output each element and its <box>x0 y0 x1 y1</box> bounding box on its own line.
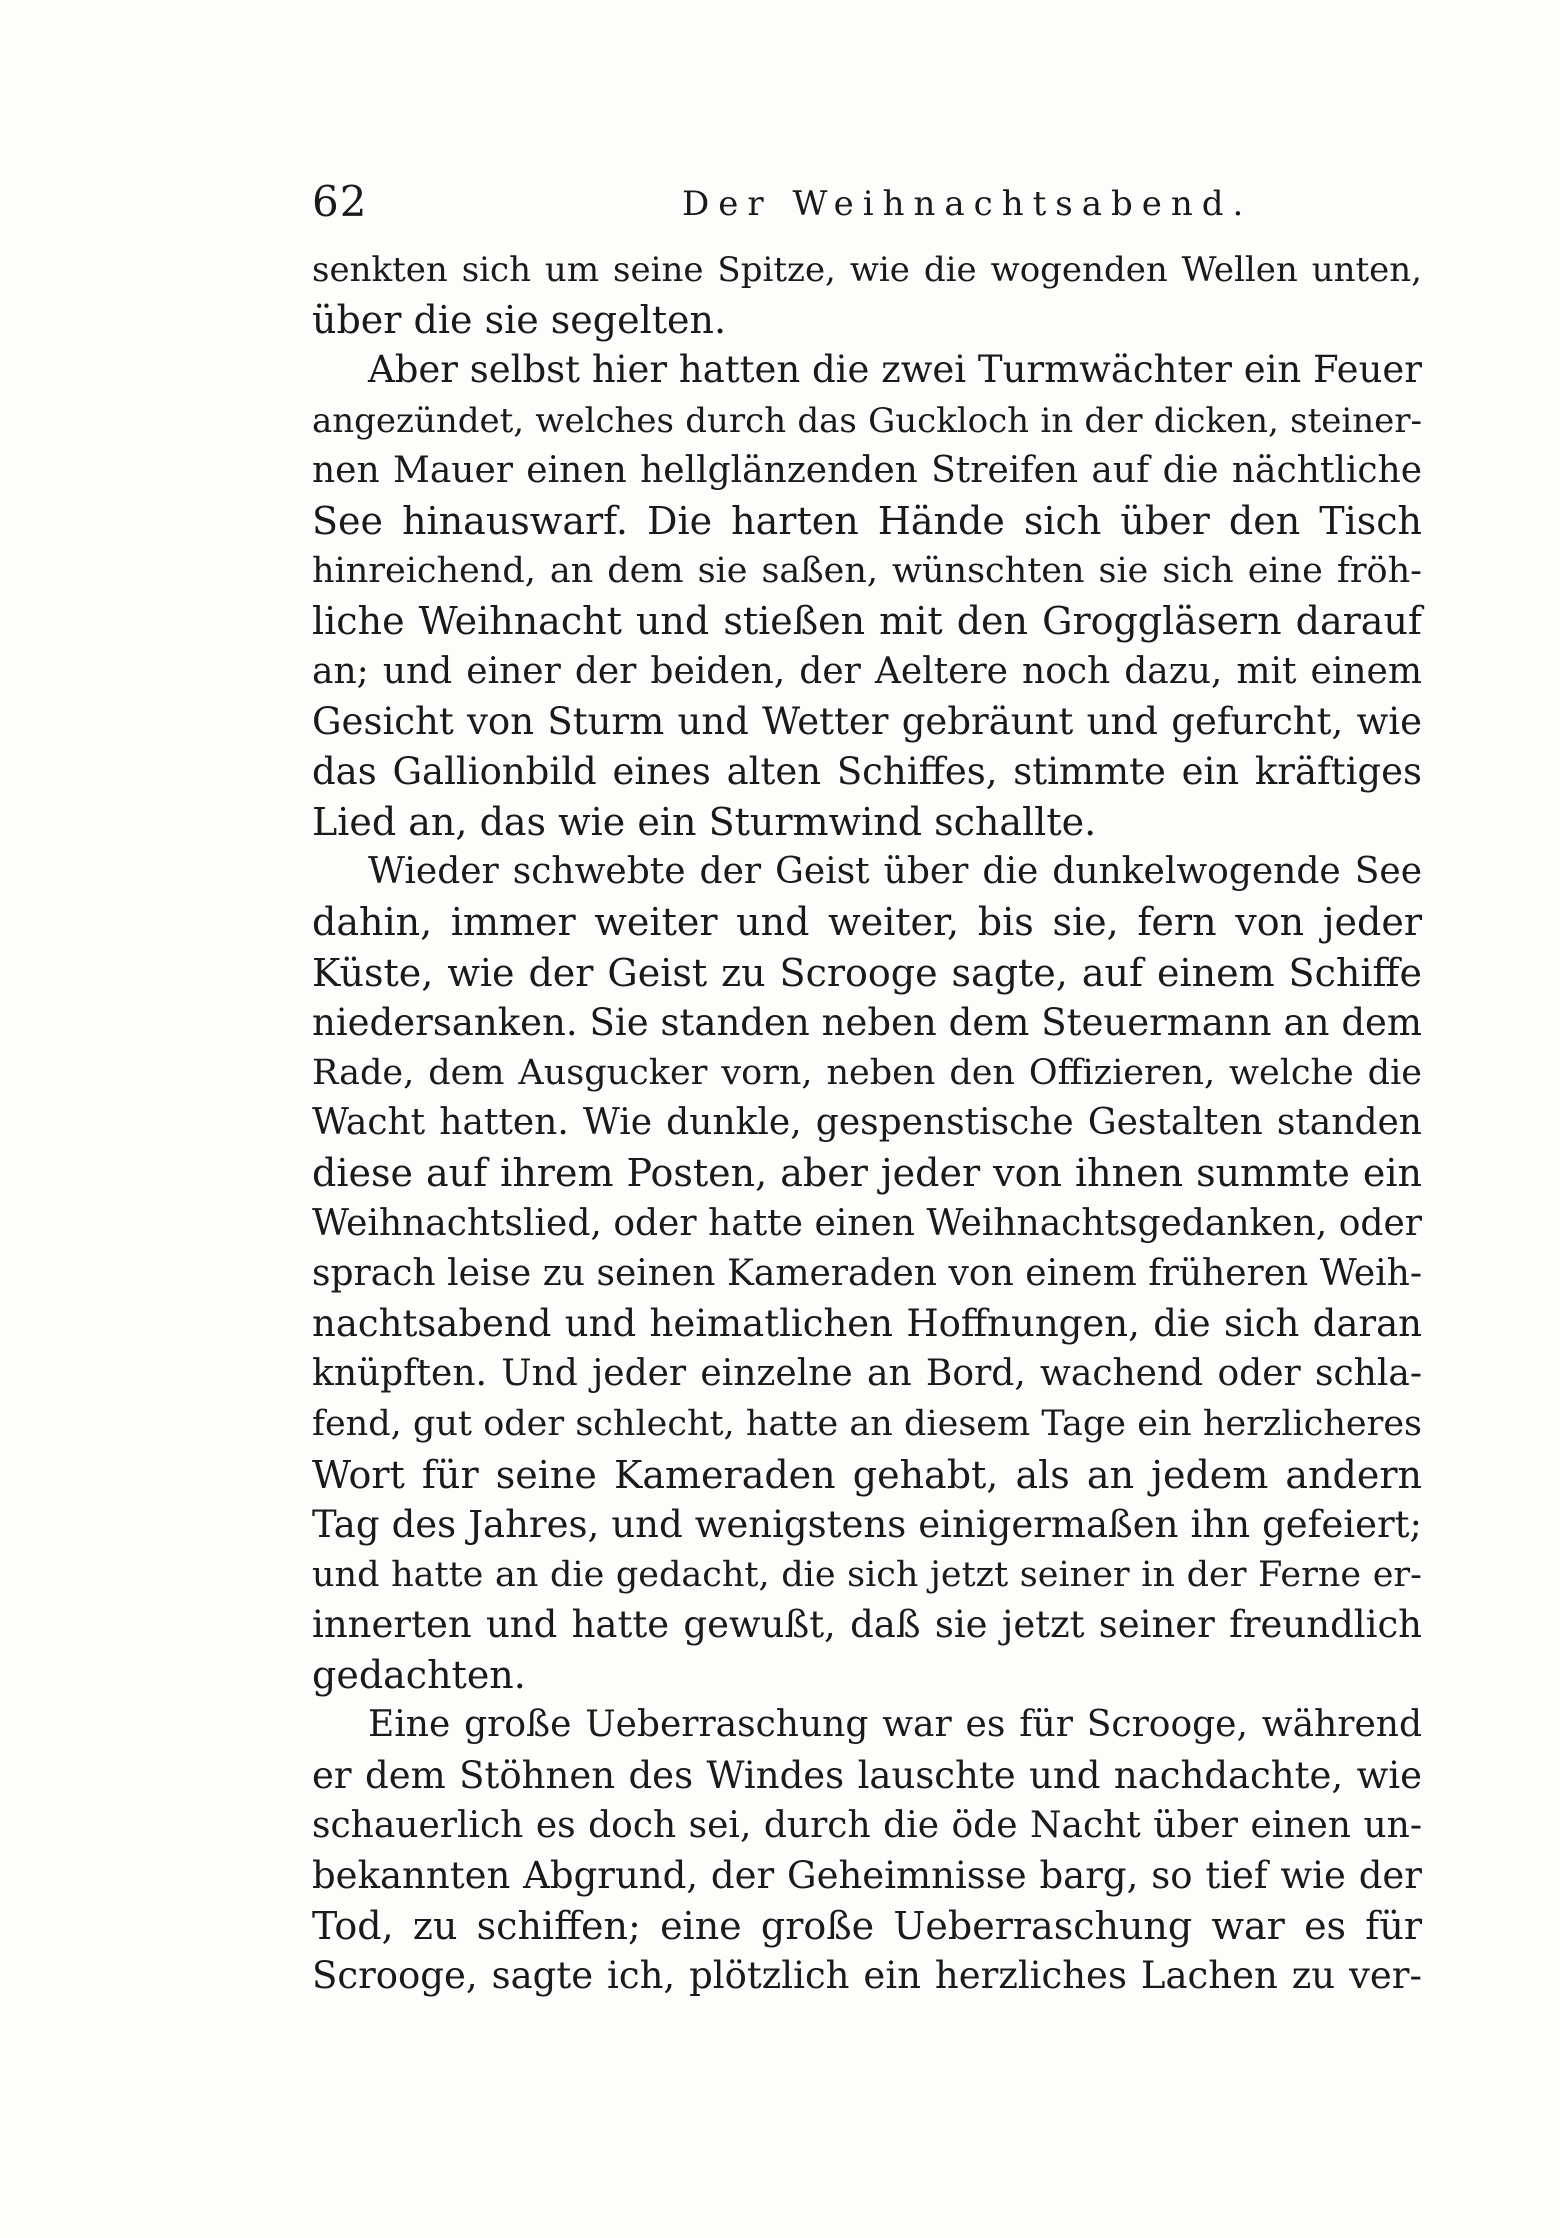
text-line: Küste, wie der Geist zu Scrooge sagte, auf einem Schiffe <box>312 950 1422 995</box>
body-text <box>312 245 1422 2002</box>
text-line: See hinauswarf. Die harten Hände sich über den Tisch <box>312 498 1422 543</box>
text-line: bekannten Abgrund, der Geheimnisse barg, so tief wie der <box>312 1854 1422 1897</box>
running-title: Der Weihnachtsabend. <box>682 184 1253 224</box>
text-line: Rade, dem Ausgucker vorn, neben den Offizieren, welche die <box>312 1053 1422 1093</box>
text-line: liche Weihnacht und stießen mit den Groggläsern darauf <box>312 599 1422 644</box>
text-line: fend, gut oder schlecht, hatte an diesem Tage ein herzlicheres <box>312 1404 1422 1445</box>
text-line: innerten und hatte gewußt, daß sie jetzt seiner freundlich <box>312 1603 1422 1647</box>
text-line: gedachten. <box>312 1653 526 1698</box>
text-line: er dem Stöhnen des Windes lauschte und nachdachte, wie <box>312 1753 1422 1797</box>
text-line: hinreichend, an dem sie saßen, wünschten sie sich eine fröh- <box>312 551 1422 592</box>
text-line: und hatte an die gedacht, die sich jetzt seiner in der Ferne er- <box>312 1554 1422 1595</box>
text-line: angezündet, welches durch das Guckloch in der dicken, steiner- <box>312 400 1422 441</box>
text-line: über die sie segelten. <box>312 298 727 343</box>
text-line: Lied an, das wie ein Sturmwind schallte. <box>312 800 1097 845</box>
text-line: Wort für seine Kameraden gehabt, als an jedem andern <box>312 1452 1422 1497</box>
text-line: knüpften. Und jeder einzelne an Bord, wachend oder schla- <box>312 1353 1422 1395</box>
text-line: Tod, zu schiffen; eine große Ueberraschung war es für <box>312 1904 1422 1949</box>
text-line: niedersanken. Sie standen neben dem Steuermann an dem <box>312 1000 1422 1044</box>
text-line: diese auf ihrem Posten, aber jeder von ihnen summte ein <box>312 1151 1422 1196</box>
text-line: Tag des Jahres, und wenigstens einigermaßen ihn gefeiert; <box>312 1502 1422 1546</box>
text-line: schauerlich es doch sei, durch die öde Nacht über einen un- <box>312 1804 1422 1846</box>
text-line: Aber selbst hier hatten die zwei Turmwächter ein Feuer <box>368 348 1422 392</box>
text-line: Wieder schwebte der Geist über die dunkelwogende See <box>368 851 1422 893</box>
page-header <box>312 172 1422 232</box>
text-line: Weihnachtslied, oder hatte einen Weihnachtsgedanken, oder <box>312 1202 1422 1244</box>
page-number: 62 <box>312 177 368 226</box>
text-line: dahin, immer weiter und weiter, bis sie, fern von jeder <box>312 900 1422 945</box>
text-line: nachtsabend und heimatlichen Hoffnungen, die sich daran <box>312 1301 1422 1345</box>
text-line: sprach leise zu seinen Kameraden von einem früheren Weih- <box>312 1252 1422 1294</box>
text-line: Wacht hatten. Wie dunkle, gespenstische Gestalten standen <box>312 1102 1422 1144</box>
text-line: Eine große Ueberraschung war es für Scrooge, während <box>368 1704 1422 1746</box>
text-line: an; und einer der beiden, der Aeltere noch dazu, mit einem <box>312 650 1422 692</box>
text-line: Gesicht von Sturm und Wetter gebräunt und gefurcht, wie <box>312 699 1422 743</box>
text-line: senkten sich um seine Spitze, wie die wogenden Wellen unten, <box>312 250 1422 290</box>
text-line: das Gallionbild eines alten Schiffes, stimmte ein kräftiges <box>312 749 1422 793</box>
text-line: Scrooge, sagte ich, plötzlich ein herzliches Lachen zu ver- <box>312 1954 1422 1998</box>
text-line: nen Mauer einen hellglänzenden Streifen auf die nächtliche <box>312 449 1422 491</box>
